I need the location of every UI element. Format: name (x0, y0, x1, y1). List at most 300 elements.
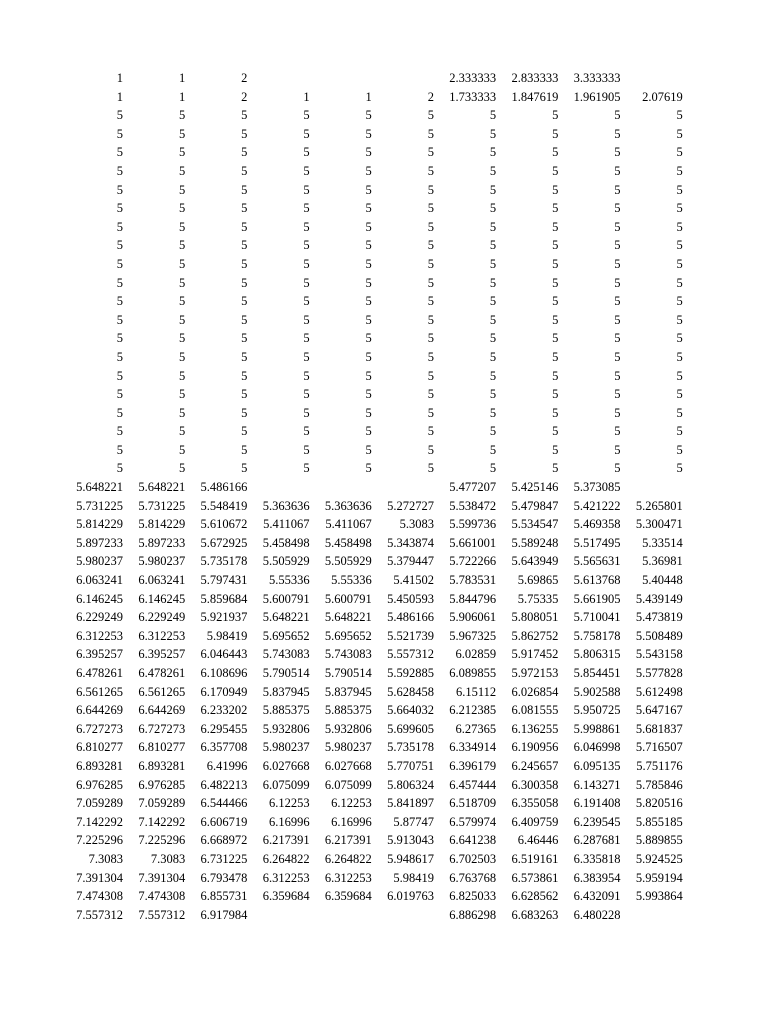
table-cell: 5 (614, 163, 621, 178)
table-cell: 5.695652 (262, 628, 310, 643)
table-row (60, 69, 683, 88)
table-cell (247, 478, 309, 497)
table-cell (247, 906, 309, 925)
table-cell: 5.643949 (511, 554, 559, 569)
table-cell: 6.019763 (387, 889, 434, 904)
table-cell: 5 (365, 294, 372, 309)
table-cell: 6.644269 (138, 703, 186, 718)
table-cell: 5.479847 (511, 498, 559, 513)
table-cell: 5.648221 (138, 480, 186, 495)
table-cell: 5 (116, 442, 123, 457)
table-cell: 7.059289 (138, 796, 186, 811)
table-cell: 5 (116, 182, 123, 197)
table-cell: 5 (116, 275, 123, 290)
table-cell: 5.589248 (511, 535, 559, 550)
table-cell: 5.885375 (262, 703, 310, 718)
table-row (60, 125, 683, 144)
table-cell: 2.07619 (642, 89, 683, 104)
table-cell: 1 (303, 89, 310, 104)
table-cell: 5 (676, 331, 683, 346)
table-cell: 7.225296 (138, 833, 186, 848)
table-cell: 5 (489, 108, 497, 123)
table-cell: 6.395257 (138, 647, 186, 662)
table-cell: 5 (552, 461, 559, 476)
table-cell: 5 (178, 182, 186, 197)
table-cell: 2 (241, 89, 248, 104)
table-cell: 7.391304 (76, 870, 123, 885)
table-cell: 5 (614, 275, 621, 290)
table-cell: 5 (303, 256, 310, 271)
table-cell: 6.641238 (449, 833, 497, 848)
table-cell: 5 (676, 126, 683, 141)
table-cell: 5 (303, 145, 310, 160)
table-cell: 5.505929 (324, 554, 372, 569)
table-cell: 2 (427, 89, 434, 104)
table-cell: 5 (241, 349, 248, 364)
table-row (60, 236, 683, 255)
table-cell: 5.797431 (200, 573, 248, 588)
table-cell: 5.300471 (635, 517, 683, 532)
table-row (60, 534, 683, 553)
table-cell: 5 (614, 182, 621, 197)
table-cell: 5 (241, 294, 248, 309)
table-cell: 5 (178, 424, 186, 439)
table-cell: 5.40448 (642, 573, 683, 588)
table-row (60, 813, 683, 832)
table-cell: 5.814229 (138, 517, 186, 532)
table-cell: 5.885375 (324, 703, 372, 718)
table-cell: 6.482213 (200, 777, 248, 792)
table-row (60, 274, 683, 293)
table-cell: 5.661001 (449, 535, 497, 550)
table-cell: 5 (552, 294, 559, 309)
table-cell: 5 (676, 275, 683, 290)
table-cell: 5 (552, 126, 559, 141)
table-cell (310, 478, 372, 497)
table-cell: 7.3083 (150, 851, 186, 866)
table-cell: 5 (427, 312, 434, 327)
table-cell: 6.810277 (76, 740, 123, 755)
table-row (60, 683, 683, 702)
table-row (60, 906, 683, 925)
table-cell: 6.763768 (449, 870, 497, 885)
table-cell: 6.668972 (200, 833, 248, 848)
table-cell: 5 (178, 219, 186, 234)
table-cell: 5.272727 (387, 498, 434, 513)
table-cell: 6.606719 (200, 814, 248, 829)
table-cell: 5.672925 (200, 535, 248, 550)
table-cell: 5.610672 (200, 517, 248, 532)
table-cell: 6.15112 (455, 684, 497, 699)
table-cell: 6.355058 (511, 796, 559, 811)
table-cell: 5.55336 (331, 573, 372, 588)
table-cell: 5 (241, 461, 248, 476)
table-cell: 5.972153 (511, 666, 559, 680)
table-cell: 6.683263 (511, 907, 559, 922)
table-cell: 6.146245 (76, 591, 123, 606)
table-cell: 5 (178, 238, 186, 253)
table-cell: 5 (552, 442, 559, 457)
table-cell: 6.893281 (138, 758, 186, 773)
table-cell: 5 (365, 349, 372, 364)
table-cell: 5.557312 (387, 647, 434, 662)
table-cell: 5.469358 (573, 517, 621, 532)
table-cell: 5 (365, 145, 372, 160)
table-cell: 5.411067 (263, 517, 310, 532)
table-cell: 5 (365, 163, 372, 178)
table-cell: 5 (552, 387, 559, 402)
table-row (60, 627, 683, 646)
table-cell: 5.69865 (517, 573, 559, 588)
table-cell: 5 (614, 145, 621, 160)
table-cell: 5 (676, 424, 683, 439)
table-cell: 5.699605 (387, 721, 434, 736)
table-cell: 5 (427, 442, 434, 457)
table-cell: 5.731225 (76, 498, 123, 513)
table-cell: 5 (241, 108, 248, 123)
table-cell: 5 (552, 331, 559, 346)
table-cell: 5 (116, 349, 123, 364)
table-row (60, 422, 683, 441)
table-cell: 6.976285 (76, 777, 123, 792)
table-cell: 6.359684 (262, 889, 310, 904)
table-cell: 5.959194 (635, 870, 683, 885)
table-cell: 5.808051 (511, 610, 559, 625)
table-cell: 1.733333 (449, 89, 497, 104)
table-cell: 5 (241, 405, 248, 420)
table-cell: 1 (178, 71, 186, 85)
table-body (60, 69, 683, 924)
table-cell: 6.295455 (200, 721, 248, 736)
table-cell: 5 (241, 331, 248, 346)
table-cell: 5 (427, 387, 434, 402)
table-row (60, 776, 683, 795)
table-cell: 6.229249 (138, 610, 186, 625)
table-cell (372, 69, 434, 88)
table-cell: 6.359684 (324, 889, 372, 904)
table-row (60, 348, 683, 367)
table-cell: 5.967325 (449, 628, 497, 643)
table-cell: 5 (676, 145, 683, 160)
table-cell: 5 (614, 442, 621, 457)
table-cell: 6.02859 (455, 647, 497, 662)
table-cell: 5.521739 (387, 628, 434, 643)
table-cell: 5.716507 (635, 740, 683, 755)
table-row (60, 218, 683, 237)
table-cell: 6.335818 (573, 851, 621, 866)
table-cell: 5 (427, 368, 434, 383)
table-cell: 5 (614, 405, 621, 420)
table-cell: 5 (614, 219, 621, 234)
table-cell: 6.046443 (200, 647, 248, 662)
table-cell: 5 (116, 294, 123, 309)
table-row (60, 757, 683, 776)
table-cell: 5 (489, 424, 497, 439)
table-cell: 5.505929 (262, 554, 310, 569)
table-cell: 5.897233 (76, 535, 123, 550)
table-cell: 5 (552, 368, 559, 383)
table-cell: 5 (178, 331, 186, 346)
table-cell: 6.095135 (573, 758, 621, 773)
table-cell: 5 (303, 108, 310, 123)
table-cell (621, 906, 683, 925)
table-cell: 7.3083 (88, 851, 123, 866)
table-cell: 5.814229 (76, 517, 123, 532)
table-cell: 7.474308 (138, 889, 186, 904)
table-cell: 5 (365, 461, 372, 476)
table-cell: 5.770751 (387, 758, 434, 773)
table-cell (372, 478, 434, 497)
table-cell (372, 906, 434, 925)
table-cell: 5.806315 (573, 647, 621, 662)
table-cell: 5 (552, 424, 559, 439)
table-cell: 5 (552, 219, 559, 234)
table-cell (310, 906, 372, 925)
table-cell: 5.458498 (262, 535, 310, 550)
table-cell: 5.695652 (324, 628, 372, 643)
table-cell: 7.474308 (76, 889, 123, 904)
table-cell: 6.46446 (517, 833, 559, 848)
table-cell: 5 (116, 145, 123, 160)
table-cell: 6.478261 (138, 666, 186, 680)
table-cell: 5.932806 (262, 721, 310, 736)
table-cell: 5.921937 (200, 610, 248, 625)
table-cell: 6.793478 (200, 870, 248, 885)
table-cell: 5 (676, 294, 683, 309)
table-cell: 5 (365, 126, 372, 141)
table-cell: 5.862752 (511, 628, 559, 643)
table-cell (621, 69, 683, 88)
table-cell: 5.790514 (262, 666, 310, 680)
table-cell: 5.33514 (642, 535, 683, 550)
table-cell: 5 (676, 312, 683, 327)
table-cell: 6.063241 (138, 573, 186, 588)
table-cell: 5.508489 (635, 628, 683, 643)
table-cell: 5 (552, 201, 559, 216)
table-cell: 5 (489, 219, 497, 234)
table-cell: 5.735178 (387, 740, 434, 755)
table-cell: 7.142292 (138, 814, 186, 829)
table-cell: 6.41996 (206, 758, 248, 773)
table-cell: 6.026854 (511, 684, 559, 699)
table-row (60, 162, 683, 181)
table-cell: 5 (552, 275, 559, 290)
table-cell: 5 (303, 387, 310, 402)
table-cell: 5 (427, 424, 434, 439)
table-cell: 1 (365, 89, 372, 104)
table-row (60, 738, 683, 757)
table-cell: 5 (116, 387, 123, 402)
table-cell: 5 (552, 349, 559, 364)
table-cell: 6.12253 (268, 796, 310, 811)
table-cell: 5 (614, 256, 621, 271)
table-cell: 5 (365, 238, 372, 253)
table-cell: 5.534547 (511, 517, 559, 532)
table-row (60, 571, 683, 590)
table-cell: 5 (365, 256, 372, 271)
table-cell: 5.841897 (387, 796, 434, 811)
table-cell: 5 (489, 405, 497, 420)
table-cell: 5 (178, 461, 186, 476)
table-cell: 6.075099 (324, 777, 372, 792)
table-cell: 5.950725 (573, 703, 621, 718)
table-cell: 5.751176 (636, 758, 683, 773)
table-cell: 5.87747 (393, 814, 434, 829)
table-cell: 6.727273 (76, 721, 123, 736)
table-cell: 5 (552, 163, 559, 178)
table-row (60, 329, 683, 348)
table-cell: 5 (614, 424, 621, 439)
table-cell: 5 (116, 238, 123, 253)
table-row (60, 664, 683, 683)
table-cell: 5 (427, 331, 434, 346)
table-cell: 5 (552, 405, 559, 420)
table-cell: 2.833333 (511, 71, 559, 85)
table-cell: 5.897233 (138, 535, 186, 550)
table-cell: 5 (116, 201, 123, 216)
table-cell: 5 (303, 219, 310, 234)
table-cell: 5 (365, 108, 372, 123)
table-cell: 5 (489, 368, 497, 383)
table-cell: 5 (178, 275, 186, 290)
table-cell: 5 (614, 461, 621, 476)
table-cell: 6.245657 (511, 758, 559, 773)
table-cell: 5.600791 (324, 591, 372, 606)
table-cell: 5 (489, 238, 497, 253)
table-cell: 6.12253 (331, 796, 372, 811)
table-cell: 5.517495 (573, 535, 621, 550)
table-cell: 6.561265 (76, 684, 123, 699)
table-cell: 6.644269 (76, 703, 123, 718)
table-cell: 5.543158 (635, 647, 683, 662)
table-cell: 5 (427, 182, 434, 197)
table-cell: 6.886298 (449, 907, 497, 922)
table-cell: 5 (178, 201, 186, 216)
table-cell: 5.98419 (393, 870, 434, 885)
table-cell: 5 (116, 219, 123, 234)
table-row (60, 831, 683, 850)
table-cell: 5 (552, 256, 559, 271)
table-cell: 5 (365, 201, 372, 216)
table-cell: 5 (614, 108, 621, 123)
table-cell: 5.599736 (449, 517, 497, 532)
table-cell: 5 (116, 312, 123, 327)
table-cell: 6.312253 (262, 870, 310, 885)
table-cell: 6.917984 (200, 907, 248, 922)
table-cell: 5 (303, 405, 310, 420)
table-row (60, 645, 683, 664)
table-cell: 6.081555 (511, 703, 559, 718)
table-cell: 5 (116, 331, 123, 346)
table-cell: 5 (489, 163, 497, 178)
table-cell: 5 (552, 108, 559, 123)
table-cell: 1 (178, 89, 186, 104)
table-cell: 6.063241 (76, 573, 123, 588)
table-cell: 5.681837 (635, 721, 683, 736)
table-cell: 6.573861 (511, 870, 559, 885)
table-cell: 5 (614, 387, 621, 402)
table-cell: 5.710041 (573, 610, 621, 625)
table-cell: 5 (552, 145, 559, 160)
table-cell: 5.425146 (511, 480, 559, 495)
table-cell: 5 (427, 219, 434, 234)
table-cell: 5.743083 (324, 647, 372, 662)
table-cell: 5.612498 (635, 684, 683, 699)
table-cell: 5 (241, 312, 248, 327)
table-cell: 5 (116, 256, 123, 271)
table-row (60, 887, 683, 906)
table-cell: 5 (614, 312, 621, 327)
table-cell: 5.980237 (76, 554, 123, 569)
table-cell: 5.613768 (573, 573, 621, 588)
table-cell: 5.265801 (635, 498, 683, 513)
table-cell: 5.363636 (262, 498, 310, 513)
table-cell: 7.557312 (138, 907, 186, 922)
table-cell: 5 (427, 163, 434, 178)
table-cell: 2 (241, 71, 248, 85)
table-cell: 6.16996 (331, 814, 372, 829)
table-cell: 5 (489, 387, 497, 402)
table-cell: 5 (241, 424, 248, 439)
table-cell: 5 (178, 294, 186, 309)
table-cell: 5 (427, 145, 434, 160)
table-cell: 5 (676, 219, 683, 234)
table-cell: 6.027668 (262, 758, 310, 773)
table-cell: 5.473819 (635, 610, 683, 625)
table-cell: 5 (178, 108, 186, 123)
table-cell: 5 (427, 275, 434, 290)
table-cell: 5.647167 (635, 703, 683, 718)
table-cell: 5.998861 (573, 721, 621, 736)
table-cell: 7.142292 (76, 814, 123, 829)
table-row (60, 497, 683, 516)
table-cell: 6.478261 (76, 666, 123, 680)
table-cell: 5 (489, 349, 497, 364)
table-cell: 5 (116, 368, 123, 383)
table-cell: 6.893281 (76, 758, 123, 773)
table-cell: 6.518709 (449, 796, 497, 811)
table-cell: 5.664032 (387, 703, 434, 718)
table-row (60, 404, 683, 423)
table-cell: 5.806324 (387, 777, 434, 792)
table-cell: 6.143271 (573, 777, 621, 792)
table-cell: 5.411067 (325, 517, 372, 532)
table-cell: 5 (241, 387, 248, 402)
table-cell: 5 (365, 219, 372, 234)
table-cell: 5 (178, 387, 186, 402)
table-cell: 5.661905 (573, 591, 621, 606)
table-cell: 6.855731 (200, 889, 248, 904)
table-cell: 5.577828 (635, 666, 683, 680)
table-cell: 5 (676, 368, 683, 383)
table-cell: 5.648221 (324, 610, 372, 625)
table-cell: 5 (303, 424, 310, 439)
table-cell (621, 478, 683, 497)
table-cell: 5 (552, 182, 559, 197)
table-cell: 6.628562 (511, 889, 559, 904)
table-cell: 6.312253 (138, 628, 186, 643)
table-cell: 6.170949 (200, 684, 248, 699)
table-row (60, 88, 683, 107)
table-cell: 5.731225 (138, 498, 186, 513)
table-cell: 5.993864 (635, 889, 683, 904)
table-cell: 6.089855 (449, 666, 497, 680)
table-cell: 5.565631 (573, 554, 621, 569)
table-cell: 5.648221 (262, 610, 310, 625)
table-cell: 5 (614, 126, 621, 141)
table-cell: 5 (427, 349, 434, 364)
table-cell: 6.312253 (76, 628, 123, 643)
